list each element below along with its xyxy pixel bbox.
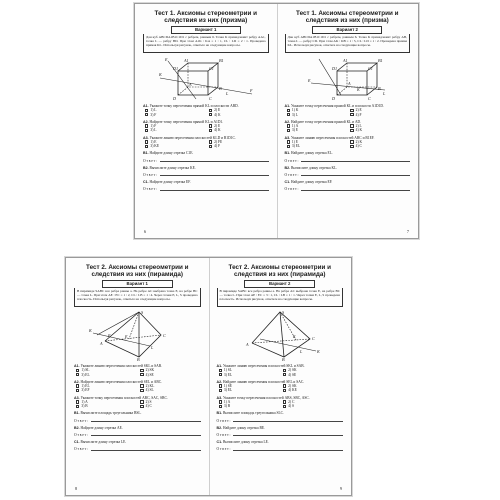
vertex-label: C1 — [368, 66, 374, 71]
question-text: Вычислите длину отрезка LE. — [80, 440, 127, 445]
question-b2 — [217, 426, 344, 430]
answer-options — [217, 368, 344, 377]
vertex-label: B — [281, 357, 285, 361]
question-text: Укажите линию пересечения плоскостей SKL и SAB. — [80, 364, 163, 368]
condition-text: Дан куб ABCDA1B1C1D1 с ребром, равным 6. Точка K принадлежит ребру AB, точка L — ребру CD. При этом AK : KB = 1 : 5, CL : LD = 1 : 2. Проведена прямая KL. Используя рисунок, ответьте на следующие вопросы. — [285, 34, 411, 53]
option-text: 4) C — [355, 144, 362, 149]
answer-options — [143, 124, 269, 133]
answer-label: Ответ: — [143, 173, 158, 177]
option-text: 4) F — [214, 144, 221, 149]
option-text: 1) K — [291, 108, 299, 113]
pyramid-visible-edges — [105, 312, 161, 357]
checkbox[interactable] — [145, 129, 148, 132]
question-label: А2. — [284, 119, 291, 124]
option-text: 3) EL — [291, 144, 301, 149]
answer-label: Ответ: — [74, 433, 89, 437]
answer-options — [217, 384, 344, 393]
answer-line[interactable] — [217, 419, 344, 423]
question-text: Вычислите площадь треугольника SLC. — [223, 411, 284, 416]
option-text: 1) EL — [81, 384, 90, 388]
checkbox[interactable] — [209, 113, 212, 116]
vertex-label: E — [308, 78, 311, 83]
option-text: 1) SE — [223, 384, 232, 388]
answer-option[interactable] — [283, 373, 343, 377]
question-label: В2. — [216, 425, 223, 430]
vertex-label: F — [249, 88, 253, 93]
variant-label: Вариант 1 — [102, 280, 173, 288]
answer-option[interactable] — [145, 144, 205, 148]
line-bf — [319, 59, 341, 95]
question-text: Укажите точку пересечения прямой KL и плоскости ABD. — [149, 104, 239, 108]
vertex-label: C1 — [208, 66, 214, 71]
checkbox[interactable] — [209, 129, 212, 132]
checkbox[interactable] — [350, 129, 353, 132]
question-text: Укажите линию пересечения плоскостей KLD и B1D1C. — [149, 135, 236, 140]
option-text: 1) F — [150, 124, 157, 128]
condition-text: В пирамиде SABC все ребра равны a. На ребре AC выбрана точка E, на ребре BC — точка L. При этом AE : EC = 1 : 2, CL : LB = 1 : 4. Через точки E, L, S проведена плоскость. Используя рисунок, ответьте на следующие вопросы. — [74, 288, 201, 307]
option-text: 2) KL — [145, 384, 155, 388]
checkbox[interactable] — [140, 405, 143, 408]
answer-blank[interactable] — [301, 175, 410, 176]
checkbox[interactable] — [287, 129, 290, 132]
bottom-spread — [65, 257, 352, 496]
question-label: А3. — [216, 395, 223, 400]
vertex-label: A1 — [343, 58, 348, 63]
question-label: В1. — [74, 411, 80, 416]
answer-line[interactable] — [285, 187, 411, 191]
variant-label: Вариант 1 — [171, 26, 241, 34]
question-b1 — [285, 151, 411, 155]
vertex-label: L — [225, 91, 229, 96]
checkbox[interactable] — [350, 145, 353, 148]
option-text: 1) A — [223, 399, 231, 404]
vertex-label: E — [164, 57, 168, 62]
answer-label: Ответ: — [143, 187, 158, 192]
question-label: А2. — [143, 119, 149, 124]
answer-blank[interactable] — [91, 421, 201, 422]
vertex-label: E — [125, 334, 128, 339]
answer-label: Ответ: — [284, 173, 300, 177]
checkbox[interactable] — [219, 405, 222, 408]
question-text: Укажите точку пересечения плоскостей ABC, SAC, SBC. — [80, 395, 168, 400]
cube-hidden-edge-2 — [178, 87, 188, 95]
answer-option[interactable] — [76, 404, 136, 408]
answer-options — [143, 108, 269, 117]
option-text: 4) F — [355, 112, 362, 117]
question-label: А1. — [216, 364, 223, 368]
option-text: 1) E — [150, 139, 157, 144]
question-label: В2. — [74, 425, 80, 430]
vertex-label: B1 — [378, 58, 383, 63]
option-text: 4) SE — [288, 372, 297, 377]
answer-line[interactable] — [143, 159, 269, 163]
option-text: 2) C — [288, 399, 295, 404]
page-8 — [66, 258, 209, 495]
page-6 — [135, 4, 277, 238]
answer-options — [74, 368, 201, 377]
checkbox[interactable] — [350, 113, 353, 116]
question-text: Вычислите длину отрезка LE. — [223, 440, 269, 445]
answer-blank[interactable] — [301, 190, 410, 191]
vertex-label: C — [368, 96, 372, 101]
option-text: 1) L — [150, 108, 157, 113]
checkbox[interactable] — [283, 373, 286, 376]
question-c1 — [143, 180, 269, 184]
answer-option[interactable] — [209, 144, 269, 148]
vertex-label: K — [316, 349, 320, 354]
checkbox[interactable] — [219, 373, 222, 376]
answer-option[interactable] — [219, 404, 279, 408]
answer-option[interactable] — [283, 388, 343, 392]
question-label: С1. — [216, 440, 223, 445]
question-text: Найдите длину отрезка BE. — [223, 425, 265, 430]
answer-label: Ответ: — [216, 447, 232, 452]
checkbox[interactable] — [145, 113, 148, 116]
vertex-label: L — [151, 345, 154, 350]
answer-blank[interactable] — [91, 435, 201, 436]
option-text: 4) C — [145, 404, 152, 409]
vertex-label: B — [378, 86, 381, 91]
option-text: 2) S — [145, 399, 152, 404]
option-text: 3) L — [291, 112, 298, 117]
option-text: 4) S — [288, 404, 295, 409]
answer-label: Ответ: — [284, 187, 300, 192]
answer-blank[interactable] — [233, 421, 343, 422]
option-text: 4) K — [355, 128, 363, 133]
answer-line[interactable] — [285, 173, 411, 177]
question-text: Найдите длину отрезка EL. — [291, 151, 333, 156]
answer-line[interactable] — [217, 447, 344, 451]
checkbox[interactable] — [287, 145, 290, 148]
line-sk — [97, 312, 139, 335]
question-label: С1. — [143, 180, 149, 185]
vertex-label: F — [108, 333, 111, 338]
option-text: 4) K — [214, 128, 221, 133]
checkbox[interactable] — [76, 405, 79, 408]
vertex-label: C — [208, 96, 212, 101]
page-number: 7 — [406, 229, 409, 234]
vertex-label: K — [158, 72, 162, 77]
question-text: Найдите длину отрезка EF. — [149, 180, 191, 185]
option-text: 1) A — [291, 124, 299, 128]
test-title: Тест 1. Аксиомы стереометрии и следствия из них (призма) — [154, 10, 257, 25]
option-text: 3) EL — [223, 372, 233, 377]
answer-option[interactable] — [209, 113, 269, 117]
answer-blank[interactable] — [301, 161, 410, 162]
vertex-label: A — [348, 81, 351, 86]
question-text: Укажите точку пересечения прямой KL и плоскости A1D1D. — [291, 104, 384, 108]
answer-option[interactable] — [140, 388, 200, 392]
question-text: Найдите длину отрезка EF. — [291, 180, 333, 185]
question-label: А3. — [74, 395, 80, 400]
answer-option[interactable] — [209, 128, 269, 132]
option-text: 3) E — [291, 128, 298, 133]
answer-option[interactable] — [350, 144, 410, 148]
answer-line[interactable] — [143, 173, 269, 177]
question-text: Найдите линию пересечения плоскостей SEL и SAC. — [223, 379, 305, 384]
vertex-label: D1 — [332, 66, 338, 71]
pyramid-figure — [87, 309, 187, 361]
question-label: В1. — [284, 151, 291, 156]
answer-line[interactable] — [74, 419, 201, 423]
question-label: А3. — [284, 135, 291, 140]
answer-label: Ответ: — [74, 447, 89, 452]
answer-option[interactable] — [350, 113, 410, 117]
question-text: Найдите длину отрезка AE. — [80, 425, 123, 430]
line-kl — [160, 78, 252, 94]
option-text: 3) L — [150, 128, 157, 133]
option-text: 2) FE — [214, 139, 223, 144]
vertex-label: D — [172, 96, 176, 101]
answer-option[interactable] — [287, 113, 347, 117]
pyramid-figure — [230, 309, 330, 361]
checkbox[interactable] — [140, 373, 143, 376]
checkbox[interactable] — [209, 145, 212, 148]
checkbox[interactable] — [219, 389, 222, 392]
question-b1 — [74, 411, 201, 415]
option-text: 2) K — [355, 139, 363, 144]
top-spread — [134, 3, 419, 239]
option-text: 1) SL — [81, 368, 90, 373]
question-label: А1. — [74, 364, 80, 368]
page-7 — [277, 4, 419, 238]
pyramid-hidden-edge — [252, 339, 310, 343]
question-text: Найдите линию пересечения плоскостей SEL и ABC. — [80, 379, 163, 384]
option-text: 3) B — [223, 404, 231, 409]
vertex-label: D — [332, 96, 336, 101]
question-text: Вычислите длину отрезка KE. — [149, 165, 196, 170]
vertex-label: E — [292, 334, 296, 339]
page-number: 8 — [75, 486, 78, 491]
question-label: А2. — [216, 379, 223, 384]
vertex-label: A — [100, 341, 103, 346]
option-text: 3) B — [81, 404, 88, 409]
answer-option[interactable] — [145, 113, 205, 117]
option-text: 3) EL — [81, 372, 90, 377]
answer-line[interactable] — [285, 159, 411, 163]
pyramid-edge-sb — [280, 312, 284, 357]
answer-option[interactable] — [76, 373, 136, 377]
answer-option[interactable] — [219, 388, 279, 392]
answer-options — [285, 124, 411, 133]
condition-text: Дан куб ABCDA1B1C1D1 с ребром, равным 6. Точка K принадлежит ребру AA1, точка L — ребру BD. При этом A1K : KA = 1 : 1, CL : LD = 2 : 1. Проведена прямая KL. Используя рисунок, ответьте на следующие вопросы. — [143, 34, 269, 53]
option-text: 3) EL — [223, 388, 233, 393]
option-text: 1) E — [291, 139, 298, 144]
option-text: 4) KE — [288, 388, 297, 393]
option-text: 2) E — [355, 108, 362, 113]
option-text: 2) E — [214, 124, 221, 128]
question-label: В1. — [143, 151, 149, 156]
answer-options — [217, 400, 344, 409]
checkbox[interactable] — [283, 405, 286, 408]
answer-blank[interactable] — [160, 175, 269, 176]
answer-options — [74, 384, 201, 393]
question-text: Укажите точку пересечения плоскостей ABS, SBC, ASC. — [223, 395, 310, 400]
condition-text: В пирамиде SABC все ребра равны a. На ребре AC выбрана точка E, на ребре BC — точка L. При этом AE : EC = 3 : 1, CL : LB = 1 : 1. Через точки E, L, S проведена плоскость. Используя рисунок, ответьте на следующие вопросы. — [217, 288, 344, 307]
option-text: 4) SE — [145, 372, 154, 377]
question-c1 — [285, 180, 411, 184]
answer-options — [285, 108, 411, 117]
answer-option[interactable] — [145, 128, 205, 132]
answer-option[interactable] — [350, 128, 410, 132]
answer-label: Ответ: — [216, 418, 232, 423]
answer-option[interactable] — [219, 373, 279, 377]
option-text: 3) KE — [150, 144, 160, 149]
question-label: В2. — [284, 165, 291, 170]
answer-blank[interactable] — [91, 450, 201, 451]
question-label: В2. — [143, 165, 149, 170]
pyramid-hidden-edge — [105, 335, 161, 341]
question-label: А1. — [284, 104, 291, 108]
checkbox[interactable] — [140, 389, 143, 392]
vertex-label: C — [311, 336, 315, 341]
vertex-label: A — [245, 342, 249, 347]
question-text: Найдите длину отрезка C1E. — [149, 151, 194, 156]
answer-blank[interactable] — [160, 190, 269, 191]
checkbox[interactable] — [283, 389, 286, 392]
question-text: Найдите точку пересечения прямой KL и A1D1. — [149, 119, 224, 124]
question-label: В1. — [216, 411, 223, 416]
question-label: А2. — [74, 379, 80, 384]
answer-line[interactable] — [74, 433, 201, 437]
question-c1 — [74, 440, 201, 444]
vertex-label: K — [357, 87, 361, 92]
answer-option[interactable] — [76, 388, 136, 392]
option-text: 4) K — [214, 112, 221, 117]
option-text: 2) L — [355, 124, 362, 128]
option-text: 2) SK — [145, 368, 155, 373]
question-b2 — [74, 426, 201, 430]
question-b1 — [217, 411, 344, 415]
option-text: 2) E — [214, 108, 221, 113]
vertex-label: B — [218, 86, 222, 91]
vertex-label: S — [281, 310, 284, 315]
question-b2 — [285, 166, 411, 170]
answer-option[interactable] — [287, 144, 347, 148]
page-number: 9 — [339, 486, 342, 491]
cube-figure — [297, 55, 397, 101]
checkbox[interactable] — [76, 389, 79, 392]
option-text: 4) SL — [145, 388, 154, 393]
answer-blank[interactable] — [233, 435, 343, 436]
cube-figure — [156, 55, 256, 101]
question-text: Укажите линию пересечения плоскостей SKL и SAB. — [223, 364, 305, 368]
answer-label: Ответ: — [143, 158, 158, 163]
option-text: 2) SK — [288, 368, 297, 373]
vertex-label: S — [141, 310, 144, 315]
checkbox[interactable] — [76, 373, 79, 376]
vertex-label: A — [188, 82, 192, 87]
question-text: Вычислите площадь треугольника BSL. — [80, 411, 142, 416]
question-c1 — [217, 440, 344, 444]
answer-blank[interactable] — [233, 450, 343, 451]
answer-line[interactable] — [74, 447, 201, 451]
option-text: 3) EF — [81, 388, 90, 393]
question-b1 — [143, 151, 269, 155]
test-title: Тест 1. Аксиомы стереометрии и следствия из них (призма) — [296, 10, 399, 25]
variant-label: Вариант 2 — [244, 280, 315, 288]
answer-option[interactable] — [140, 404, 200, 408]
vertex-label: L — [299, 349, 303, 354]
vertex-label: D1 — [172, 66, 178, 71]
option-text: 1) SL — [223, 368, 232, 373]
checkbox[interactable] — [145, 145, 148, 148]
checkbox[interactable] — [287, 113, 290, 116]
answer-option[interactable] — [140, 373, 200, 377]
answer-options — [143, 140, 269, 149]
answer-options — [285, 140, 411, 149]
answer-option[interactable] — [287, 128, 347, 132]
question-label: А3. — [143, 135, 149, 140]
page-9 — [209, 258, 352, 495]
option-text: 2) SK — [288, 384, 297, 388]
vertex-label: L — [383, 91, 386, 96]
question-label: С1. — [74, 440, 80, 445]
variant-label: Вариант 2 — [312, 26, 382, 34]
answer-option[interactable] — [283, 404, 343, 408]
answer-blank[interactable] — [160, 161, 269, 162]
test-title: Тест 2. Аксиомы стереометрии и следствия из них (пирамида) — [228, 264, 331, 279]
answer-label: Ответ: — [284, 158, 300, 163]
vertex-label: K — [89, 328, 93, 333]
vertex-label: C — [163, 333, 167, 338]
vertex-label: A1 — [183, 58, 189, 63]
answer-label: Ответ: — [74, 418, 89, 423]
vertex-label: B1 — [218, 58, 224, 63]
option-text: 3) F — [150, 112, 157, 117]
answer-line[interactable] — [217, 433, 344, 437]
test-title: Тест 2. Аксиомы стереометрии и следствия из них (пирамида) — [86, 264, 189, 279]
answer-line[interactable] — [143, 187, 269, 191]
answer-label: Ответ: — [216, 433, 232, 437]
answer-options — [74, 400, 201, 409]
question-text: Найдите точку пересечения прямой KL и AD. — [291, 119, 362, 124]
question-text: Вычислите длину отрезка KL. — [291, 165, 338, 170]
question-b2 — [143, 166, 269, 170]
vertex-label: B — [137, 357, 140, 361]
question-label: С1. — [284, 180, 291, 185]
question-label: А1. — [143, 104, 149, 108]
page-number: 6 — [144, 229, 147, 234]
option-text: 1) A — [81, 399, 88, 404]
question-text: Укажите линию пересечения плоскостей ABC и B1EF. — [291, 135, 375, 140]
